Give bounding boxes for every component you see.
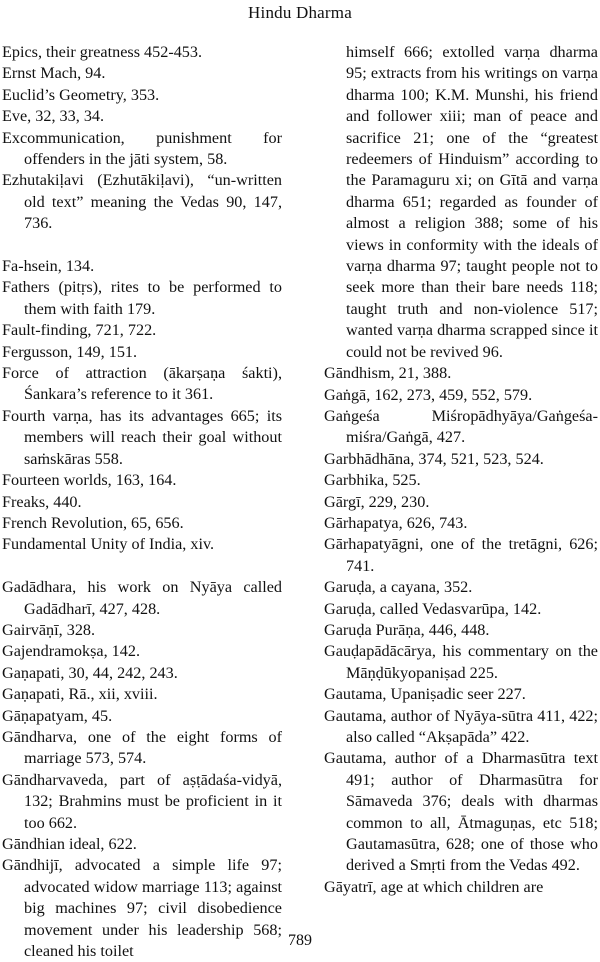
index-entry: Gāndhian ideal, 622. [2,835,137,853]
index-entry: Euclid’s Geometry, 353. [2,85,160,104]
index-entry: Gāndhijī, advocated a simple life 97; advocated widow marriage 113; against big machines 97; civil disobedience movement under his leadership 568; cleaned his toilet [2,856,282,961]
index-entry: Ezhutakiḷavi (Ezhutākiḷavi), “un-written old text” meaning the Vedas 90, 147, 736. [2,171,282,233]
running-header: Hindu Dharma [248,3,352,22]
index-entry: Gaṇapati, Rā., xii, xviii. [2,685,158,704]
index-entry: Gairvāṇī, 328. [2,620,96,639]
index-entry: Gaṇapati, 30, 44, 242, 243. [2,663,178,682]
index-entry: Gauḍapādācārya, his commentary on the Māṇḍūkyopaniṣad 225. [324,642,598,682]
right-index-column [324,42,598,898]
index-entry: Gāndhism, 21, 388. [324,364,452,383]
index-entry: Fa-hsein, 134. [2,257,95,276]
section-gap [2,235,282,256]
section-gap [2,556,282,577]
left-index-column [2,42,282,962]
index-entry: Gajendramokṣa, 142. [2,642,141,661]
index-entry: Excommunication, punishment for offenders in the jāti system, 58. [2,128,282,169]
index-entry: Gautama, author of Nyāya-sūtra 411, 422; also called “Akṣapāda” 422. [324,706,598,746]
index-entry: Gautama, author of a Dharmasūtra text 491; author of Dharmasūtra for Sāmaveda 376; deals with dharmas common to all, Ātmaguṇas, etc 518; Gautamasūtra, 628; one of those who derived a Smṛti from the Vedas 492. [324,749,598,875]
index-entry: Gāṇapatyam, 45. [2,706,113,725]
index-entry: Fault-finding, 721, 722. [2,321,157,340]
index-entry-continuation: himself 666; extolled varṇa dharma 95; extracts from his writings on varṇa dharma 100; K.M. Munshi, his friend and follower xiii; man of peace and sacrifice 21; one of the “greatest redeemers of Hinduism” according to the Paramaguru xi; on Gītā and varṇa dharma 651; regarded as founder of almost a religion 388; some of his views in conformity with the ideals of varṇa dharma 97; taught people not to seek more than their bare needs 118; taught truth and non-violence 517; wanted varṇa dharma scrapped since it could not be revived 96. [346,43,598,361]
index-entry: Gaṅgā, 162, 273, 459, 552, 579. [324,385,533,404]
index-entry: Garuḍa, called Vedasvarūpa, 142. [324,599,542,618]
index-entry: Garuḍa, a cayana, 352. [324,578,473,597]
index-entry: Fathers (pitṛs), rites to be performed to them with faith 179. [2,278,282,318]
index-entry: Gārhapatyāgni, one of the tretāgni, 626; 741. [324,535,598,575]
index-entry: Freaks, 440. [2,492,82,511]
index-entry: Force of attraction (ākarṣaṇa śakti), Śankara’s reference to it 361. [2,364,282,404]
index-entry: Gadādhara, his work on Nyāya called Gadādharī, 427, 428. [2,578,282,618]
index-entry: French Revolution, 65, 656. [2,513,184,532]
index-entry: Gāndharva, one of the eight forms of marriage 573, 574. [2,727,282,768]
index-entry: Gāyatrī, age at which children are [324,877,544,896]
index-entry: Fundamental Unity of India, xiv. [2,535,215,554]
index-entry: Garuḍa Purāṇa, 446, 448. [324,620,490,639]
index-entry: Fourth varṇa, has its advantages 665; its members will reach their goal without saṁskāras 558. [2,406,282,468]
index-entry: Gautama, Upaniṣadic seer 227. [324,685,526,704]
index-entry: Gaṅgeśa Miśropādhyāya/Gaṅgeśa-miśra/Gaṅgā, 427. [324,406,598,447]
index-entry: Gāndharvaveda, part of aṣṭādaśa-vidyā, 132; Brahmins must be proficient in it too 662. [2,770,282,832]
index-entry: Garbhādhāna, 374, 521, 523, 524. [324,449,544,468]
index-entry: Gārgī, 229, 230. [324,492,430,511]
index-entry: Eve, 32, 33, 34. [2,107,105,126]
index-entry: Gārhapatya, 626, 743. [324,513,468,532]
index-entry: Garbhika, 525. [324,471,421,490]
page-number: 789 [288,932,312,949]
index-entry: Fourteen worlds, 163, 164. [2,471,177,490]
index-entry: Ernst Mach, 94. [2,64,106,83]
index-entry: Fergusson, 149, 151. [2,342,138,361]
index-entry: Epics, their greatness 452-453. [2,43,203,61]
